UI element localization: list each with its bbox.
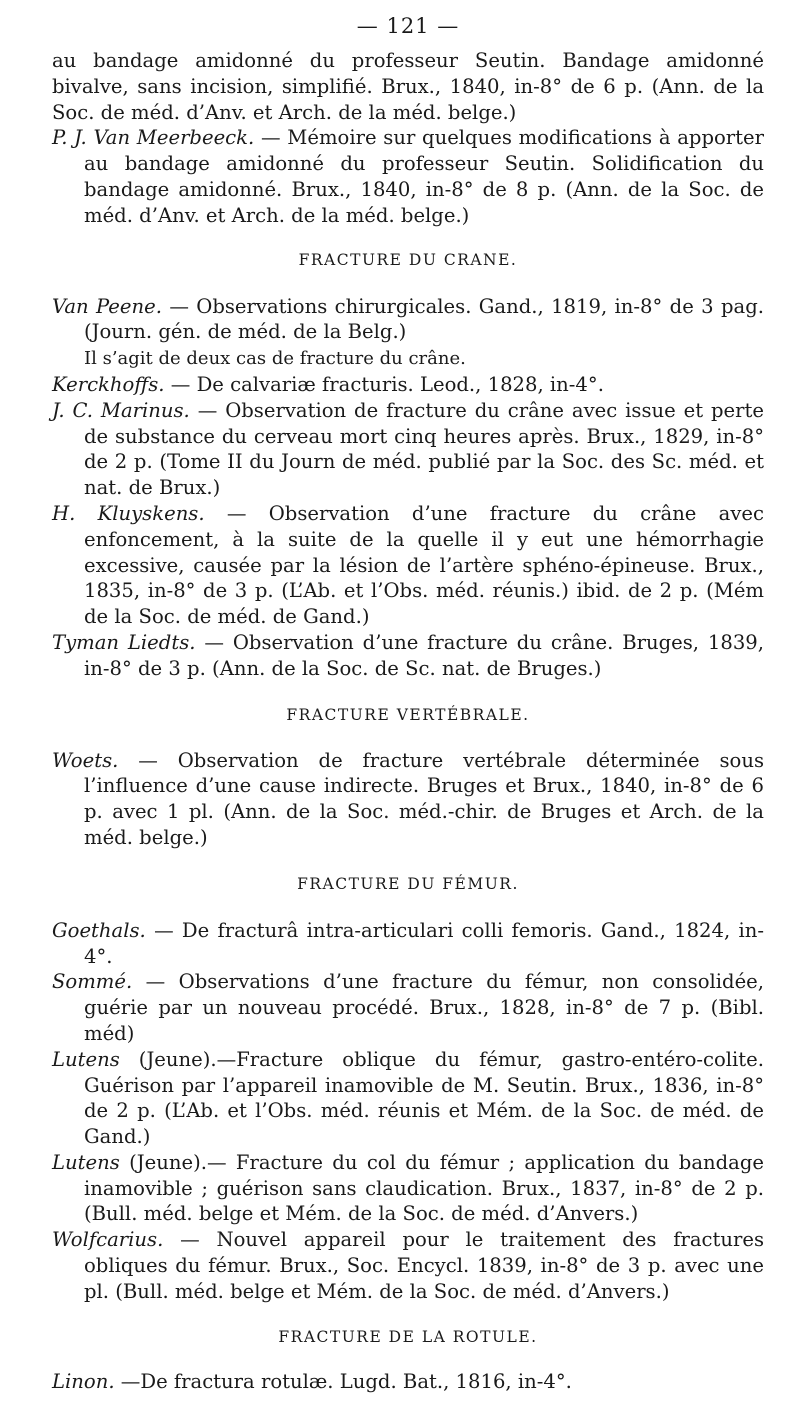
entry-text: — Nouvel appareil pour le traitement des fractures obliques du fémur. Brux., Soc. Encycl. 1839, in-8° de 3 p. avec une pl. (Bull. méd. belge et Mém. de la Soc. de méd. d’Anvers.) <box>84 1228 764 1303</box>
entry <box>52 918 764 970</box>
entry <box>52 125 764 228</box>
entry-text: — Mémoire sur quelques modifications à apporter au bandage amidonné du professeur Seutin. Solidification du bandage amidonné. Brux., 1840, in-8° de 8 p. (Ann. de la Soc. de méd. d’Anv. et Arch. de la méd. belge.) <box>84 126 764 227</box>
entry <box>52 1047 764 1150</box>
entry-text: —De fractura rotulæ. Lugd. Bat., 1816, in-4°. <box>120 1369 572 1393</box>
entry-text: (Jeune).—Fracture oblique du fémur, gastro-entéro-colite. Guérison par l’appareil inamovible de M. Seutin. Brux., 1836, in-8° de 2 p. (L’Ab. et l’Obs. méd. réunis et Mém. de la Soc. de méd. de Gand.) <box>84 1047 764 1149</box>
entry <box>52 501 764 630</box>
section-heading: FRACTURE DE LA ROTULE. <box>278 1327 538 1346</box>
section-heading: FRACTURE DU FÉMUR. <box>297 874 519 893</box>
entry-text: — Observations d’une fracture du fémur, non consolidée, guérie par un nouveau procédé. Brux., 1828, in-8° de 7 p. (Bibl. méd) <box>84 970 764 1045</box>
page <box>52 0 764 1394</box>
entry-text: — Observation de fracture vertébrale déterminée sous l’influence d’une cause indirecte. Bruges et Brux., 1840, in-8° de 6 p. avec 1 pl. (Ann. de la Soc. méd.-chir. de Bruges et Arch. de la méd. belge.) <box>84 748 765 849</box>
page-number: — 121 — <box>356 14 460 38</box>
entry-author: Linon. <box>52 1369 115 1393</box>
entry <box>52 48 764 125</box>
entry <box>52 1369 764 1395</box>
section-heading: FRACTURE DU CRANE. <box>298 250 518 269</box>
entry-author: Sommé. <box>52 970 133 994</box>
entry <box>52 398 764 501</box>
entry-author: Kerckhoffs. <box>52 372 165 396</box>
entry-author: Tyman Liedts. <box>52 630 196 654</box>
entry-text: — De fracturâ intra-articulari colli femoris. Gand., 1824, in-4°. <box>84 918 765 968</box>
entry-text: — Observations chirurgicales. Gand., 1819, in-8° de 3 pag. (Journ. gén. de méd. de la Belg.) <box>84 294 764 344</box>
entry <box>52 1227 764 1304</box>
entry-text: — Observation d’une fracture du crâne. Bruges, 1839, in-8° de 3 p. (Ann. de la Soc. de Sc. nat. de Bruges.) <box>84 630 764 680</box>
entry <box>52 1150 764 1227</box>
entry-author: Woets. <box>52 748 119 772</box>
entry-text: — Observation d’une fracture du crâne avec enfoncement, à la suite de la quelle il y eut une hémorrhagie excessive, causée par la lésion de l’artère sphéno-épineuse. Brux., 1835, in-8° de 3 p. (L’Ab. et l’Obs. méd. réunis.) ibid. de 2 p. (Mém de la Soc. de méd. de Gand.) <box>84 501 764 629</box>
entry-text: (Jeune).— Fracture du col du fémur ; application du bandage inamovible ; guérison sans claudication. Brux., 1837, in-8° de 2 p. (Bull. méd. belge et Mém. de la Soc. de méd. d’Anvers.) <box>84 1150 764 1226</box>
entry-author: Lutens <box>52 1047 120 1071</box>
entry-author: H. Kluyskens. <box>52 501 205 525</box>
entry-text: au bandage amidonné du professeur Seutin. Bandage amidonné bivalve, sans incision, simplifié. Brux., 1840, in-8° de 6 p. (Ann. de la Soc. de méd. d’Anv. et Arch. de la méd. belge.) <box>52 49 764 124</box>
entry <box>52 294 764 372</box>
entry-note: Il s’agit de deux cas de fracture du crâne. <box>84 348 466 370</box>
entry <box>52 969 764 1046</box>
entry-author: Wolfcarius. <box>52 1228 164 1252</box>
entry <box>52 630 764 682</box>
entry-author: J. C. Marinus. <box>52 398 190 422</box>
entry <box>52 748 764 851</box>
section-heading: FRACTURE VERTÉBRALE. <box>286 705 530 724</box>
entry-author: Van Peene. <box>52 294 162 318</box>
entry-author: Goethals. <box>52 918 146 942</box>
entry-text: — Observation de fracture du crâne avec issue et perte de substance du cerveau mort cinq heures après. Brux., 1829, in-8° de 2 p. (Tome II du Journ de méd. publié par la Soc. des Sc. méd. et nat. de Brux.) <box>84 398 764 500</box>
entry <box>52 372 764 398</box>
entry-author: Lutens <box>52 1150 120 1174</box>
entry-author: P. J. Van Meerbeeck. <box>52 126 255 150</box>
entry-text: — De calvariæ fracturis. Leod., 1828, in-4°. <box>170 372 604 396</box>
